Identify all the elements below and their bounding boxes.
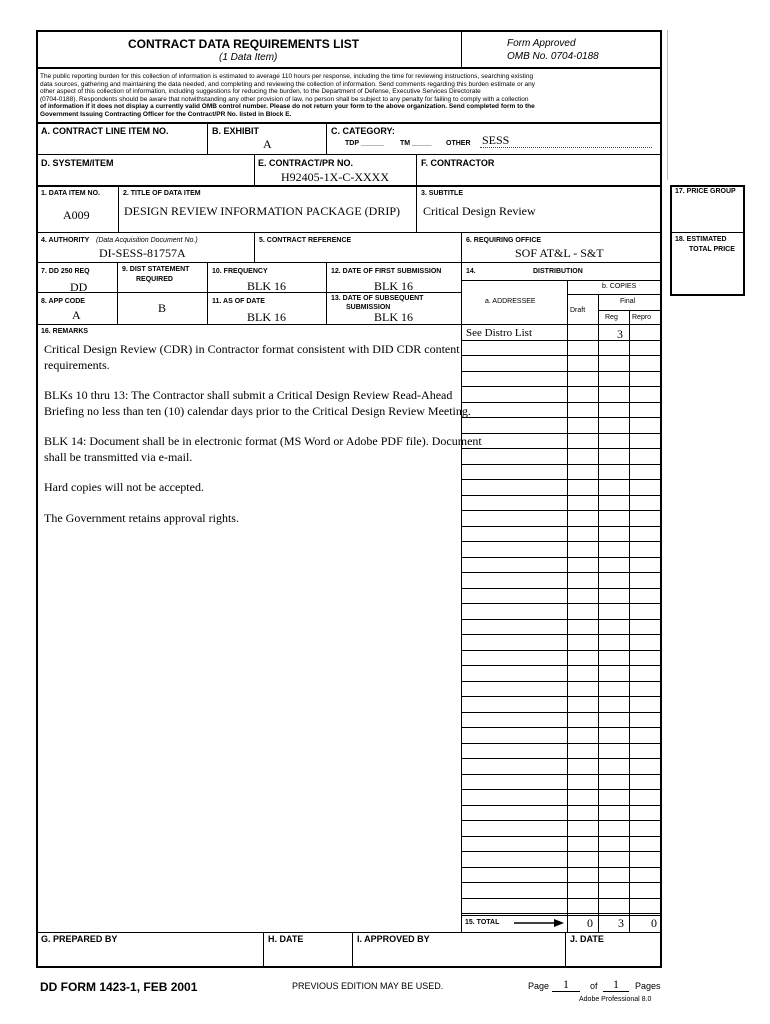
remarks-line: requirements. <box>44 358 110 372</box>
copies-label: b. COPIES <box>602 283 637 290</box>
h-date-label: H. DATE <box>268 934 304 944</box>
distribution-row-line <box>461 572 662 573</box>
subtitle-field[interactable]: Critical Design Review <box>423 204 536 218</box>
requiring-office-field[interactable]: SOF AT&L - S&T <box>515 246 604 260</box>
app-code-field[interactable]: A <box>72 308 81 322</box>
distribution-row-line <box>461 479 662 480</box>
omb-number: OMB No. 0704-0188 <box>507 51 599 62</box>
distribution-row-line <box>461 867 662 868</box>
distribution-addressee-field[interactable]: See Distro List <box>466 327 532 339</box>
distribution-row-line <box>461 727 662 728</box>
form-title: CONTRACT DATA REQUIREMENTS LIST <box>128 37 360 51</box>
estimated-price-label: 18. ESTIMATED <box>675 236 727 243</box>
distribution-row-line <box>461 510 662 511</box>
distribution-row-line <box>461 386 662 387</box>
addressee-label: a. ADDRESSEE <box>485 298 536 305</box>
distribution-row-line <box>461 789 662 790</box>
contract-number-field[interactable]: H92405-1X-C-XXXX <box>281 170 389 184</box>
burden-statement <box>40 73 658 119</box>
category-tm[interactable]: TM _____ <box>400 140 432 147</box>
total-repro-field[interactable]: 0 <box>651 916 657 930</box>
prepared-by-label: G. PREPARED BY <box>41 934 118 944</box>
distribution-row-line <box>461 557 662 558</box>
dist-statement-field[interactable]: B <box>158 301 167 315</box>
first-submission-field[interactable]: BLK 16 <box>374 279 413 293</box>
j-date-label: J. DATE <box>570 934 604 944</box>
data-item-label: 1. DATA ITEM NO. <box>41 190 100 197</box>
burden-line: data sources, gathering and maintaining the data needed, and completing and reviewing the collection of information. Send comments regarding this burden estimate or any <box>40 80 536 88</box>
form-subtitle: (1 Data Item) <box>219 52 278 63</box>
exhibit-field[interactable]: A <box>263 137 272 151</box>
distribution-row-line <box>461 603 662 604</box>
draft-label: Draft <box>570 307 586 314</box>
distribution-row-line <box>461 774 662 775</box>
distribution-row-line <box>461 665 662 666</box>
remarks-label: 16. REMARKS <box>41 328 89 335</box>
dd250-field[interactable]: DD <box>70 280 88 294</box>
distribution-reg-field[interactable]: 3 <box>617 327 623 341</box>
remarks-line: The Government retains approval rights. <box>44 511 239 525</box>
of-label: of <box>590 981 598 991</box>
total-reg-field[interactable]: 3 <box>618 916 624 930</box>
distribution-row-line <box>461 681 662 682</box>
distribution-row-line <box>461 712 662 713</box>
burden-line: The public reporting burden for this collection of information is estimated to average 110 hours per response, including the time for reviewing instructions, searching existing <box>40 73 534 80</box>
final-label: Final <box>620 298 636 305</box>
distribution-row-line <box>461 619 662 620</box>
distribution-row-line <box>461 851 662 852</box>
dd250-label: 7. DD 250 REQ <box>41 268 90 275</box>
authority-label: 4. AUTHORITY <box>41 237 90 244</box>
distribution-label: DISTRIBUTION <box>533 268 583 275</box>
distribution-row-line <box>461 758 662 759</box>
distribution-row-line <box>461 433 662 434</box>
burden-line: (0704-0188). Respondents should be aware that notwithstanding any other provision of law, no person shall be subject to any penalty for failing to comply with a collection <box>40 95 529 103</box>
category-tdp[interactable]: TDP ______ <box>345 140 385 147</box>
distribution-row-line <box>461 355 662 356</box>
burden-line: other aspect of this collection of information, including suggestions for reducing the burden, to the Department of Defense, Executive Services Directorate <box>40 88 481 96</box>
form-approved: Form Approved <box>507 38 576 49</box>
total-draft-field[interactable]: 0 <box>587 916 593 930</box>
exhibit-label: B. EXHIBIT <box>212 126 260 136</box>
system-item-label: D. SYSTEM/ITEM <box>41 158 114 168</box>
frequency-label: 10. FREQUENCY <box>212 268 268 275</box>
category-other-label: OTHER <box>446 140 471 147</box>
distribution-row-line <box>461 696 662 697</box>
as-of-date-label: 11. AS OF DATE <box>212 298 265 305</box>
subsequent-submission-label-2: SUBMISSION <box>346 304 391 311</box>
distribution-row-line <box>461 402 662 403</box>
app-code-label: 8. APP CODE <box>41 298 85 305</box>
arrow-right-icon <box>514 918 564 928</box>
distribution-row-line <box>461 495 662 496</box>
approved-by-label: I. APPROVED BY <box>357 934 430 944</box>
pages-label: Pages <box>635 981 661 991</box>
software-note: Adobe Professional 8.0 <box>579 996 652 1003</box>
previous-edition: PREVIOUS EDITION MAY BE USED. <box>292 981 444 991</box>
dist-statement-label: 9. DIST STATEMENT <box>122 266 190 273</box>
title-label: 2. TITLE OF DATA ITEM <box>123 190 201 197</box>
page-number-field[interactable]: 1 <box>552 978 580 992</box>
distribution-row-line <box>461 371 662 372</box>
distribution-row-line <box>461 464 662 465</box>
remarks-line: Briefing no less than ten (10) calendar days prior to the Critical Design Review Meeting. <box>44 404 471 418</box>
distribution-row-line <box>461 417 662 418</box>
authority-note: (Data Acquisition Document No.) <box>96 237 198 244</box>
clin-label: A. CONTRACT LINE ITEM NO. <box>41 126 169 136</box>
subtitle-label: 3. SUBTITLE <box>421 190 464 197</box>
as-of-date-field[interactable]: BLK 16 <box>247 310 286 324</box>
contract-reference-label: 5. CONTRACT REFERENCE <box>259 237 352 244</box>
contract-number-label: E. CONTRACT/PR NO. <box>258 158 354 168</box>
distribution-row-line <box>461 340 662 341</box>
distribution-row-line <box>461 634 662 635</box>
reg-label: Reg <box>605 314 618 321</box>
distribution-row-line <box>461 743 662 744</box>
remarks-line: Critical Design Review (CDR) in Contractor format consistent with DID CDR content <box>44 342 460 356</box>
authority-field[interactable]: DI-SESS-81757A <box>99 246 186 260</box>
distribution-row-line <box>461 882 662 883</box>
distribution-row-line <box>461 541 662 542</box>
distribution-number: 14. <box>466 268 476 275</box>
distribution-row-line <box>461 898 662 899</box>
distribution-row-line <box>461 805 662 806</box>
category-label: C. CATEGORY: <box>331 126 395 136</box>
requiring-office-label: 6. REQUIRING OFFICE <box>466 237 542 244</box>
contractor-label: F. CONTRACTOR <box>421 158 495 168</box>
distribution-row-line <box>461 820 662 821</box>
total-label: 15. TOTAL <box>465 919 500 926</box>
remarks-line: BLKs 10 thru 13: The Contractor shall submit a Critical Design Review Read-Ahead <box>44 388 453 402</box>
burden-line: of information if it does not display a currently valid OMB control number. Please do not return your form to the above organization. Send completed form to the <box>40 103 535 111</box>
subsequent-submission-field[interactable]: BLK 16 <box>374 310 413 324</box>
total-row-line <box>461 915 662 916</box>
remarks-line: shall be transmitted via e-mail. <box>44 450 193 464</box>
dist-statement-required-label: REQUIRED <box>136 276 173 283</box>
price-group-label: 17. PRICE GROUP <box>675 188 736 195</box>
form-id: DD FORM 1423-1, FEB 2001 <box>40 980 198 994</box>
distribution-row-line <box>461 913 662 914</box>
repro-label: Repro <box>632 314 652 321</box>
total-price-label: TOTAL PRICE <box>689 246 735 253</box>
distribution-row-line <box>461 588 662 589</box>
frequency-field[interactable]: BLK 16 <box>247 279 286 293</box>
distribution-row-line <box>461 448 662 449</box>
title-field[interactable]: DESIGN REVIEW INFORMATION PACKAGE (DRIP) <box>124 204 401 218</box>
data-item-field[interactable]: A009 <box>63 208 90 222</box>
remarks-line: Hard copies will not be accepted. <box>44 480 204 494</box>
distribution-row-line <box>461 526 662 527</box>
first-submission-label: 12. DATE OF FIRST SUBMISSION <box>331 268 442 275</box>
distribution-row-line <box>461 650 662 651</box>
page-total-field[interactable]: 1 <box>603 978 629 992</box>
subsequent-submission-label: 13. DATE OF SUBSEQUENT <box>331 295 424 302</box>
category-other-field[interactable]: SESS <box>482 133 510 147</box>
burden-line: Government Issuing Contracting Officer for the Contract/PR No. listed in Block E. <box>40 110 292 118</box>
remarks-line: BLK 14: Document shall be in electronic format (MS Word or Adobe PDF file). Document <box>44 434 482 448</box>
distribution-row-line <box>461 836 662 837</box>
page-label: Page <box>528 981 550 991</box>
